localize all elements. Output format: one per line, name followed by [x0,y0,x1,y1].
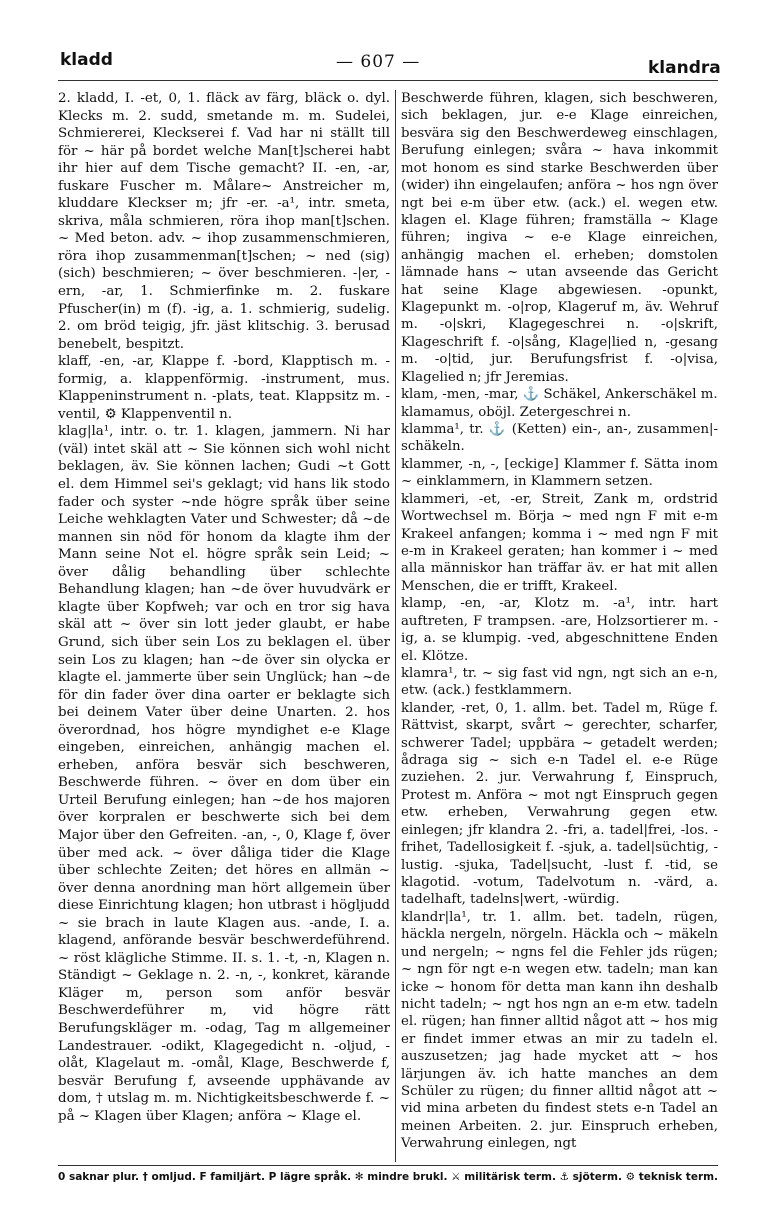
header-right-guideword: klandra [648,58,721,78]
footer-rule [58,1165,718,1166]
entry-klaga: klag|la¹, intr. o. tr. 1. klagen, jammern. Ni har (väl) intet skäl att ~ Sie können sich wohl nicht beklagen, äv. Sie können lachen; Gudi ~t Gott el. dem Himmel sei's geklagt; vid hans lik stodo fader och syster ~nde högre språk über seine Leiche wehklagten Vater und Schwester; då ~de mannen sin nöd för honom da klagte ihm der Mann seine Not el. högre språk sein Leid; ~ över dålig behandling über schlechte Behandlung klagen; han ~de över huvudvärk er klagte über Kopfweh; var och en tror sig hava skäl att ~ över sin lott jeder glaubt, er habe Grund, sich über sein Los zu beklagen el. über sein Los zu klagen; han ~de över sin olycka er klagte el. jammerte über sein Unglück; han ~de för din fader över dina oarter er beklagte sich bei deinem Vater über deine Unarten. 2. hos överordnad, hos högre myndighet e-e Klage eingeben, einreichen, anhängig machen el. erheben, anföra besvär sich beschweren, Beschwerde führen. ~ över en dom über ein Urteil Berufung einlegen; han ~de hos majoren över korpralen er beschwerte sich bei dem Major über den Gefreiten. -an, -, 0, Klage f, över über med ack. ~ över dåliga tider die Klage über schlechte Zeiten; det höres en allmän ~ över denna anordning man hört allgemein über diese Einrichtung klagen; hon utbrast i högljudd ~ sie brach in laute Klagen aus. -ande, I. a. klagend, anförande besvär beschwerdeführend. ~ röst klägliche Stimme. II. s. 1. -t, -n, Klagen n. Ständigt ~ Geklage n. 2. -n, -, konkret, kärande Kläger m, person som anför besvär Beschwerdeführer m, vid högre rätt Berufungskläger m. -odag, Tag m allgemeiner Landestrauer. -odikt, Klagegedicht n. -oljud, -olåt, Klagelaut m. -omål, Klage, Beschwerde f, besvär Berufung f, avseende upphävande av dom, † utslag m. m. Nichtigkeitsbeschwerde f. ~ på ~ Klagen über Klagen; anföra ~ Klage el. [58,424,390,1124]
entry-klamamus: klamamus, oböjl. Zetergeschrei n. [401,404,631,420]
entry-klandra: klandr|la¹, tr. 1. allm. bet. tadeln, rügen, häckla nergeln, nörgeln. Häckla och ~ mäkeln und nergeln; ~ ngns fel die Fehler jds rügen; ~ ngn för ngt e-n wegen etw. tadeln; man kan icke ~ honom för detta man kann ihn deshalb nicht tadeln; ~ ngt hos ngn an e-m etw. tadeln el. rügen; han finner alltid något att ~ hos mig er findet immer etwas an mir zu tadeln el. auszusetzen; jag hade mycket att ~ hos lärjungen äv. ich hatte manches an dem Schüler zu rügen; du finner alltid något att ~ vid mina arbeten du findest stets e-n Tadel an meinen Arbeiten. 2. jur. Einspruch erheben, Verwahrung einlegen, ngt [401,909,718,1152]
entry-klammeri: klammeri, -et, -er, Streit, Zank m, ordstrid Wortwechsel m. Börja ~ med ngn F mit e-m Krakeel anfangen; komma i ~ med ngn F mit e-m in Krakeel geraten; han kommer i ~ med alla människor han träffar äv. er hat mit allen Menschen, die er trifft, Krakeel. [401,491,718,594]
entry-klamra: klamra¹, tr. ~ sig fast vid ngn, ngt sich an e-n, etw. (ack.) festklammern. [401,665,718,699]
column-divider [395,90,396,1162]
entry-klammer: klammer, -n, -, [eckige] Klammer f. Sätta inom ~ einklammern, in Klammern setzen. [401,456,718,490]
entry-klaff: klaff, -en, -ar, Klappe f. -bord, Klapptisch m. -formig, a. klappenförmig. -instrument, mus. Klappeninstrument n. -plats, teat. Klappsitz m. -ventil, ⚙ Klappenventil n. [58,354,390,422]
entry-klam: klam, -men, -mar, ⚓ Schäkel, Ankerschäkel m. [401,387,718,403]
entry-klaga-continued: Beschwerde führen, klagen, sich beschweren, sich beklagen, jur. e-e Klage einreichen, besvära sig den Beschwerdeweg einschlagen, Berufung einlegen; svåra ~ hava inkommit mot honom es sind starke Beschwerden über (wider) ihn eingelaufen; anföra ~ hos ngn över ngt bei e-m über etw. (ack.) el. wegen etw. klagen el. Klage führen; framställa ~ Klage führen; ingiva ~ e-e Klage einreichen, anhängig machen el. erheben; domstolen lämnade hans ~ utan avseende das Gericht hat seine Klage abgewiesen. -opunkt, Klagepunkt m. -o|rop, Klageruf m, äv. Wehruf m. -o|skri, Klagegeschrei n. -o|skrift, Klageschrift f. -o|sång, Klage|lied n, -gesang m. -o|tid, jur. Berufungsfrist f. -o|visa, Klagelied n; jfr Jeremias. [401,91,718,385]
right-column [401,90,718,1153]
page-number: — 607 — [336,52,421,72]
header-left-guideword: kladd [60,50,113,70]
abbreviation-legend: 0 saknar plur. † omljud. F familjärt. P lägre språk. ✻ mindre brukl. ⚔ militärisk term. ⚓ sjöterm. ⚙ teknisk term. [58,1171,719,1183]
page-header [0,0,784,90]
entry-klamp: klamp, -en, -ar, Klotz m. -a¹, intr. hart auftreten, F trampsen. -are, Holzsortierer m. -ig, a. se klumpig. -ved, abgeschnittene Enden el. Klötze. [401,596,718,664]
entry-klander: klander, -ret, 0, 1. allm. bet. Tadel m, Rüge f. Rättvist, skarpt, svårt ~ gerechter, scharfer, schwerer Tadel; uppbära ~ getadelt werden; ådraga sig ~ sich e-n Tadel el. e-e Rüge zuziehen. 2. jur. Verwahrung f, Einspruch, Protest m. Anföra ~ mot ngt Einspruch gegen etw. erheben, Verwahrung gegen etw. einlegen; jfr klandra 2. -fri, a. tadel|frei, -los. -frihet, Tadellosigkeit f. -sjuk, a. tadel|süchtig, -lustig. -sjuka, Tadel|sucht, -lust f. -tid, se klagotid. -votum, Tadelvotum n. -värd, a. tadelhaft, tadelns|wert, -würdig. [401,700,718,908]
entry-kladd: 2. kladd, I. -et, 0, 1. fläck av färg, bläck o. dyl. Klecks m. 2. sudd, smetande m. m. Sudelei, Schmiererei, Kleckserei f. Vad har ni ställt till för ~ här på bordet welche Man[t]scherei habt ihr hier auf dem Tische gemacht? II. -en, -ar, fuskare Fuscher m. Målare~ Anstreicher m, kluddare Kleckser m; jfr -er. -a¹, intr. smeta, skriva, måla schmieren, röra ihop man[t]schen. ~ Med beton. adv. ~ ihop zusammenschmieren, röra ihop zusammenman[t]schen; ~ ned (sig) (sich) beschmieren; ~ över beschmieren. -|er, -ern, -ar, 1. Schmierfinke m. 2. fuskare Pfuscher(in) m (f). -ig, a. 1. schmierig, sudelig. 2. om bröd teigig, jfr. jäst klitschig. 3. berusad benebelt, bespitzt. [58,91,390,352]
left-column [58,90,390,1125]
entry-klamma: klamma¹, tr. ⚓ (Ketten) ein-, an-, zusammen|-schäkeln. [401,422,718,455]
header-rule [58,80,718,81]
